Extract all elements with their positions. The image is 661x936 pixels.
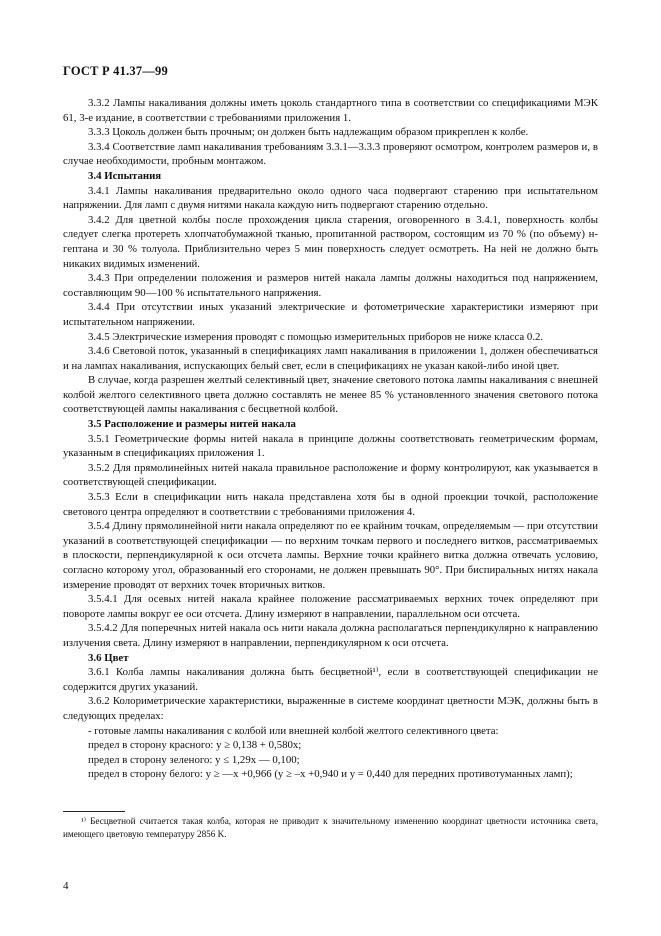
paragraph: 3.4.4 При отсутствии иных указаний электрические и фотометрические характеристики измеряют при испытательном напряжении.	[63, 301, 598, 328]
paragraph: 3.6.2 Колориметрические характеристики, выраженные в системе координат цветности МЭК, должны быть в следующих пределах:	[63, 695, 598, 722]
paragraph: предел в сторону зеленого: y ≤ 1,29x — 0,100;	[88, 753, 300, 766]
section-heading: 3.5 Расположение и размеры нитей накала	[88, 418, 296, 431]
document-header: ГОСТ Р 41.37—99	[63, 64, 168, 78]
footnote: ¹⁾ Бесцветной считается такая колба, которая не приводит к значительному изменению координат цветности источника света, имеющего цветовую температуру 2856 K.	[63, 816, 598, 839]
paragraph: предел в сторону белого: y ≥ —x +0,966 (y ≥ –x +0,940 и y = 0,440 для передних противотуманных ламп);	[88, 768, 573, 781]
paragraph: предел в сторону красного: y ≥ 0,138 + 0,580x;	[88, 739, 302, 752]
paragraph: 3.5.1 Геометрические формы нитей накала в принципе должны соответствовать геометрическим формам, указанным в спецификациях приложения 1.	[63, 432, 598, 460]
paragraph: 3.5.4.1 Для осевых нитей накала крайнее положение рассматриваемых верхних точек определяют при повороте лампы вокруг ее оси отсчета. Длину измеряют в направлении, параллельном оси отсчета.	[63, 593, 598, 620]
paragraph: 3.3.4 Соответствие ламп накаливания требованиям 3.3.1—3.3.3 проверяют осмотром, контролем размеров и, в случае необходимости, пробным монтажом.	[63, 140, 598, 168]
page-number: 4	[63, 880, 69, 892]
footnote-separator	[63, 811, 125, 812]
document-body	[63, 96, 598, 782]
paragraph: 3.4.2 Для цветной колбы после прохождения цикла старения, оговоренного в 3.4.1, поверхность колбы следует слегка протереть хлопчатобумажной тканью, пропитанной раствором, состоящим из 70 % (по объему) н-гептана и 30 % толуола. Приблизительно через 5 мин поверхность следует осмотреть. На ней не должно быть никаких видимых изменений.	[63, 213, 598, 270]
paragraph: 3.5.4.2 Для поперечных нитей накала ось нити накала должна располагаться перпендикулярно к направлению излучения света. Длину измеряют в направлении, перпендикулярном к оси отсчета.	[63, 622, 598, 649]
section-heading: 3.4 Испытания	[88, 169, 162, 182]
paragraph: 3.5.4 Длину прямолинейной нити накала определяют по ее крайним точкам, определяемым — при отсутствии указаний в соответствующей спецификации — по верхним точкам первого и последнего витков, рассматриваемых в плоскости, перпендикулярной к оси отсчета лампы. Верхние точки крайнего витка должна отвечать условию, согласно которому угол, образованный его сторонами, не должен превышать 90°. При биспиральных нитях накала измерение проводят от верхних точек вторичных витков.	[63, 520, 598, 591]
paragraph: - готовые лампы накаливания с колбой или внешней колбой желтого селективного цвета:	[88, 724, 499, 737]
paragraph: 3.4.3 При определении положения и размеров нитей накала лампы должны находиться под напряжением, составляющим 90—100 % испытательного напряжения.	[63, 272, 598, 299]
paragraph: 3.3.3 Цоколь должен быть прочным; он должен быть надлежащим образом прикреплен к колбе.	[88, 126, 529, 139]
paragraph: 3.3.2 Лампы накаливания должны иметь цоколь стандартного типа в соответствии со спецификациями МЭК 61, 3-е издание, в соответствии с требованиями приложения 1.	[63, 97, 598, 124]
paragraph: 3.4.5 Электрические измерения проводят с помощью измерительных приборов не ниже класса 0.2.	[88, 330, 544, 343]
paragraph: 3.6.1 Колба лампы накаливания должна быть бесцветной¹⁾, если в соответствующей спецификации не содержится других указаний.	[63, 666, 598, 693]
paragraph: 3.4.6 Световой поток, указанный в спецификациях ламп накаливания в приложении 1, должен обеспечиваться и на лампах накаливания, испускающих белый свет, если в спецификациях не указан какой-либо иной цвет.	[63, 345, 598, 372]
paragraph: 3.5.2 Для прямолинейных нитей накала правильное расположение и форму контролируют, как указывается в соответствующей спецификации.	[63, 461, 598, 489]
paragraph: 3.5.3 Если в спецификации нить накала представлена хотя бы в одной проекции точкой, расположение светового центра определяют в соответствии с требованиями приложения 4.	[63, 491, 598, 518]
paragraph: В случае, когда разрешен желтый селективный цвет, значение светового потока лампы накаливания с внешней колбой желтого селективного цвета должно составлять не менее 85 % установленного значения светового потока соответствующей лампы накаливания с бесцветной колбой.	[63, 374, 598, 416]
section-heading: 3.6 Цвет	[88, 651, 129, 664]
paragraph: 3.4.1 Лампы накаливания предварительно около одного часа подвергают старению при испытательном напряжении. Для ламп с двумя нитями накала каждую нить подвергают старению отдельно.	[63, 184, 598, 212]
